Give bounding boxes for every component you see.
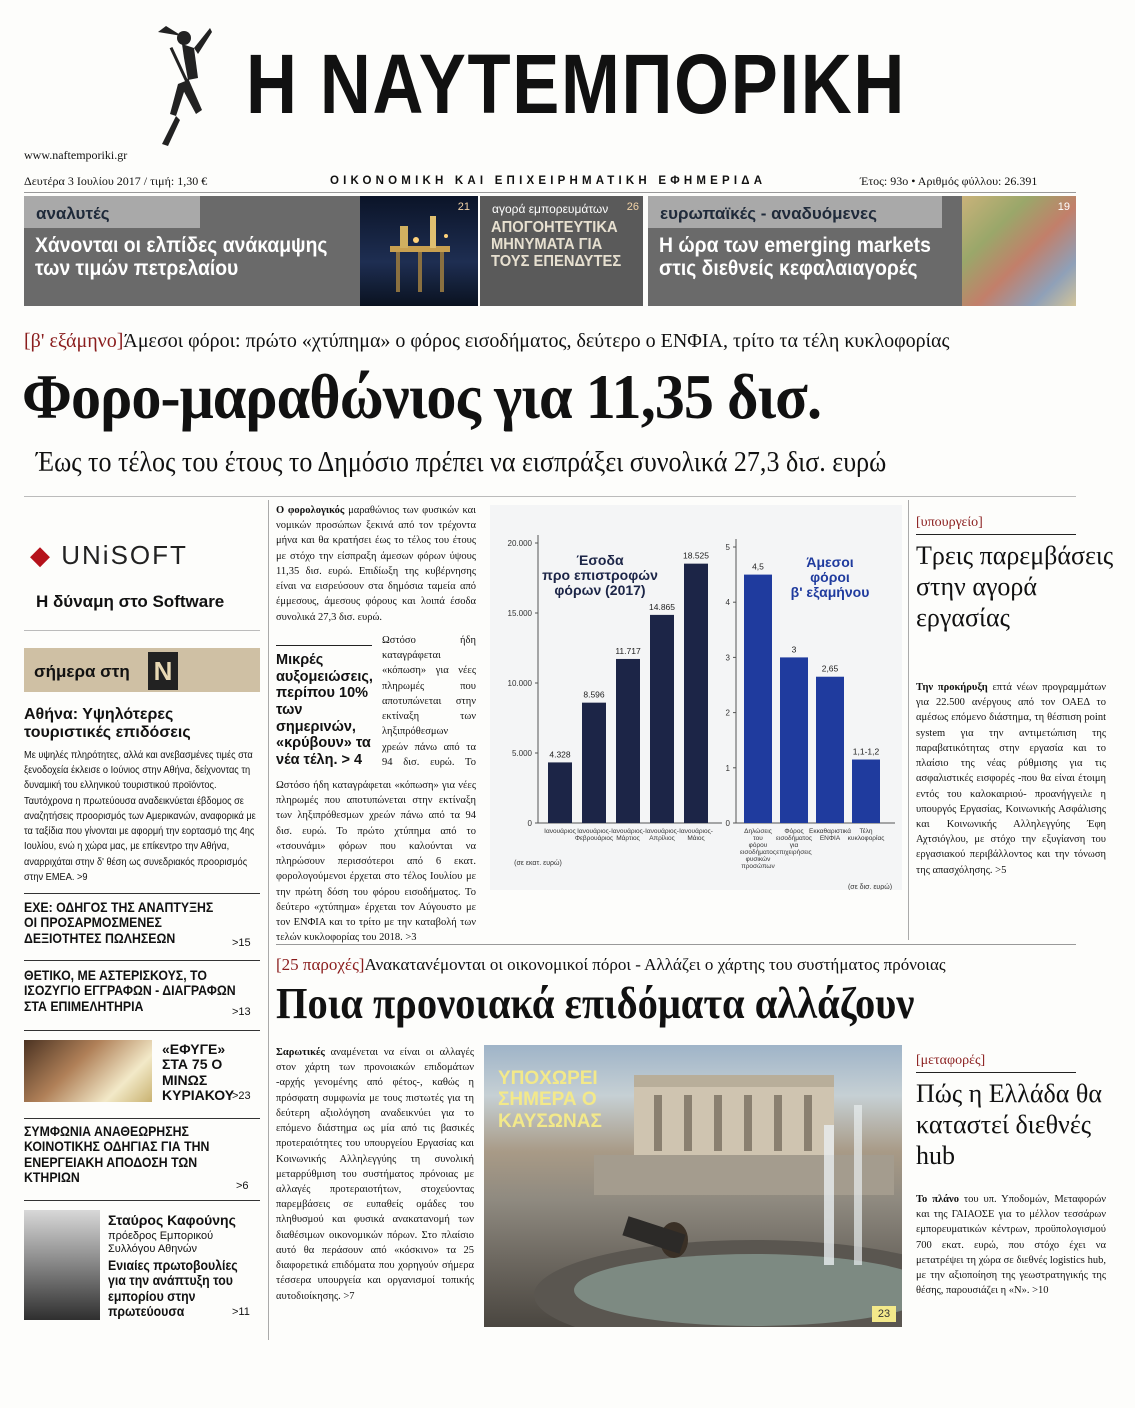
transport-body-text: του υπ. Υποδομών, Μεταφορών και της ΓΑΙΑΟΣΕ για το μέλλον τεσσάρων εμπορευματικών κέντρων, προϋπολογισμού 700 εκατ. ευρώ, που στόχο έχει να μετατρέψει τη χώρα σε διεθνές logistics hub, με την αξιοποίηση της γεωστρατηγικής της θέσης, παρουσιάζει η «Ν». >10 <box>916 1194 1107 1297</box>
bar-value-label: 2,65 <box>821 663 839 674</box>
unisoft-tagline: Η δύναμη στο Software <box>36 592 225 611</box>
ministry-body <box>916 680 1106 878</box>
category-label-line: εισοδήματος <box>740 849 776 856</box>
bar <box>650 615 674 823</box>
category-label-line: Ιανουάριος- <box>577 828 611 835</box>
y-tick-label: 3 <box>725 653 730 663</box>
category-label-line: Μάρτιος <box>616 835 640 842</box>
lead-headline[interactable]: Φορο-μαραθώνιος για 11,35 δισ. <box>22 361 822 432</box>
person-role: πρόεδρος Εμπορικού Συλλόγου Αθηνών <box>108 1230 214 1256</box>
bar-value-label: 14.865 <box>649 601 675 612</box>
minos-kyriakou-photo <box>24 1040 152 1102</box>
welfare-headline[interactable]: Ποια προνοιακά επιδόματα αλλάζουν <box>276 979 915 1028</box>
category-label-line: Μάιος <box>687 835 705 842</box>
category-label-line: φυσικών <box>745 856 771 863</box>
chart-title-line: Άμεσοι <box>806 554 854 570</box>
teaser-oil[interactable] <box>24 196 360 306</box>
welfare-kicker <box>276 955 946 975</box>
y-tick-label: 1 <box>725 763 730 773</box>
category-label <box>645 827 679 842</box>
divider <box>24 1118 260 1119</box>
y-tick-label: 5.000 <box>511 749 532 758</box>
date-price: Δευτέρα 3 Ιουλίου 2017 / τιμή: 1,30 € <box>24 174 208 188</box>
ministry-title[interactable]: Τρεις παρεμβάσεις στην αγορά εργασίας <box>916 541 1114 633</box>
bar <box>852 760 880 823</box>
transport-body <box>916 1192 1106 1299</box>
bar-value-label: 1,1-1,2 <box>852 746 880 757</box>
page-ref: >11 <box>232 1306 250 1318</box>
category-label <box>544 827 576 835</box>
welfare-tag: [25 παροχές] <box>276 955 365 974</box>
welfare-body-text: αναμένεται να είναι οι αλλαγές στον χάρτη των προνοιακών επιδομάτων -αρχής γενομένης από φέτος-, καθώς η πρόσφατη συμφωνία με τους πιστωτές για τη δεύτερη αξιολόγηση αναδεικνύει για το επόμενο διάστημα ως μία από τις βασικές προτεραιότητες του υπουργείου Εργασίας και Κοινωνικής Αλληλεγγύης τη συνολική μεταρρύθμιση του συστήματος πρόνοιας με αλλαγές προτεραιοτήτων, στοχεύοντας παρεμβάσεις σε ευπαθείς ομάδες του πληθυσμού και φυσικά ανακατανομή των διαθέσιμων οικονομικών πόρων. Στο πλαίσιο αυτό θα περάσουν από «κόσκινο» τα 25 διαφορετικά επιδόματα που χορηγούν σήμερα τέσσερα υπουργεία και οργανισμοί τοπικής αυτοδιοίκησης. >7 <box>276 1047 475 1302</box>
category-label-line: Τέλη <box>859 828 873 835</box>
page-ref: >15 <box>232 937 251 949</box>
lead-deck: Έως το τέλος του έτους το Δημόσιο πρέπει να εισπράξει συνολικά 27,3 δισ. ευρώ <box>36 447 887 478</box>
transport-tag: [μεταφορές] <box>916 1053 986 1068</box>
page-ref: >13 <box>232 1006 251 1018</box>
divider <box>916 534 1076 535</box>
pullquote-rule <box>276 645 372 646</box>
category-label-line: Ιανουάριος- <box>611 828 645 835</box>
chart-title-line: φόρων (2017) <box>554 582 646 598</box>
unit-note: (σε εκατ. ευρώ) <box>514 860 562 867</box>
teaser-kicker: ευρωπαϊκές - αναδυόμενες <box>648 196 942 228</box>
teaser-page-number: 21 <box>457 201 470 213</box>
y-tick-label: 10.000 <box>507 679 532 688</box>
bar-value-label: 8.596 <box>583 689 605 700</box>
site-url[interactable]: www.naftemporiki.gr <box>24 148 128 162</box>
teaser-page-number: 26 <box>626 201 639 213</box>
lead-kicker-text: Άμεσοι φόροι: πρώτο «χτύπημα» ο φόρος εισοδήματος, δεύτερο ο ΕΝΦΙΑ, τρίτο τα τέλη κυκλοφορίας <box>123 330 950 352</box>
hermes-logo-icon <box>148 18 218 158</box>
welfare-body <box>276 1045 474 1304</box>
bar <box>616 659 640 823</box>
ministry-lead: Την προκήρυξη <box>916 682 988 693</box>
teaser-commodities[interactable] <box>480 196 643 306</box>
lead-body-text: μαραθώνιος των φυσικών και νομικών προσώπων ξεκινά από τον τρέχοντα μήνα και θα κρατήσει έως το τέλος του έτους με στόχο την είσπραξη άμεσων φόρων ύψους 11,35 δισ. ευρώ. Επιδίωξη της κυβέρνησης είναι να εισρεύσουν στα δημόσια ταμεία από έμμεσους, άμεσους φόρους και λοιπά έσοδα συνολικά 27,3 δισ. ευρώ. <box>276 505 476 623</box>
category-label-line: Φεβρουάριος <box>574 835 614 842</box>
teaser-kicker: αγορά εμπορευμάτων <box>492 202 609 216</box>
tax-revenue-charts <box>490 505 902 890</box>
column-rule <box>908 500 909 940</box>
unisoft-logo[interactable] <box>30 540 188 571</box>
chart-title-line: Έσοδα <box>576 552 624 568</box>
category-label-line: Ιανουάριος <box>544 828 576 835</box>
transport-title[interactable]: Πώς η Ελλάδα θα καταστεί διεθνές hub <box>916 1079 1102 1171</box>
category-label-line: εισοδήματος <box>776 835 812 842</box>
athens-tourism-body: Με υψηλές πληρότητες, αλλά και ανεβασμένες τιμές στα ξενοδοχεία έκλεισε ο Ιούνιος στην Αθήνα, δείχνοντας τη δυναμική του ελληνικού τουριστικού προϊόντος. Ταυτόχρονα η πρωτεύουσα αναδεικνύεται έβδομος σε αναζητήσεις προορισμός των Αμερικανών, αναφορικά με τα ταξίδια που γίνονται με αφορμή την εορτασμό της 4ης Ιουλίου, ενώ η χώρα μας, με επίκεντρο την Αθήνα, αναρριχάται στην δ' θέση ως συνεδριακός προορισμός στην ΕΜΕΑ. >9 <box>24 749 256 883</box>
lead-body-2: Ωστόσο ήδη καταγράφεται «κόπωση» για νέες πληρωμές που αποτυπώνεται στην εκτίναξη των ληξιπρόθεσμων χρεών πάνω από τα 94 δισ. ευρώ. Το πρώτο χτύπημα από το «τσουνάμι» φόρων που καλούνται να πληρώσουν περισσότεροι από 6 εκατ. φορολογούμενοι έρχεται στο τέλος Ιουλίου με την πρώτη δόση του φόρου εισοδήματος. Το δεύτερο «χτύπημα» έρχεται τον Αύγουστο με τον ΕΝΦΙΑ και το τρίτο με την καταβολή των τελών κυκλοφορίας του 2018. >3 <box>276 780 476 944</box>
photo-page-badge: 23 <box>872 1306 896 1322</box>
teaser-kicker: αναλυτές <box>24 196 200 228</box>
category-label <box>740 827 776 870</box>
bar <box>582 703 606 823</box>
masthead-divider <box>24 192 1076 193</box>
welfare-kicker-text: Ανακατανέμονται οι οικονομικοί πόροι - Αλλάζει ο χάρτης του συστήματος πρόνοιας <box>364 955 946 974</box>
bar <box>744 575 772 823</box>
y-tick-label: 15.000 <box>507 609 532 618</box>
category-label-line: επιχειρήσεις <box>776 849 812 856</box>
oil-rig-image <box>360 196 478 306</box>
teaser-emerging[interactable] <box>648 196 962 306</box>
ministry-body-text: επτά νέων προγραμμάτων για 22.500 ανέργους από τον ΟΑΕΔ το αμέσως επόμενο διάστημα, τη θέσπιση point system για την αντιμετώπιση της παραβατικότητας στην εργασία και το πλαίσιο της νέας ρύθμισης για τις ασφαλιστικές εισφορές -που θα είναι έτοιμη εντός του καλοκαιριού- προανήγγειλε η υπουργός Εργασίας, Κοινωνικής Ασφάλισης και Κοινωνικής Αλληλεγγύης Έφη Αχτσιόγλου, με στόχο την εξυγίανση του εργασιακού περιβάλλοντος και την τόνωση της απασχόλησης. >5 <box>916 682 1107 876</box>
lead-body-1 <box>276 503 476 625</box>
deck-divider <box>24 496 1076 497</box>
bar <box>816 677 844 823</box>
category-label <box>575 827 613 842</box>
unit-note: (σε δισ. ευρώ) <box>847 884 893 890</box>
stavros-kafounis-photo <box>24 1210 100 1320</box>
bar-value-label: 18.525 <box>683 550 709 561</box>
y-tick-label: 4 <box>725 598 730 608</box>
ministry-tag: [υπουργείο] <box>916 515 983 530</box>
left-item-energy[interactable]: ΣΥΜΦΩΝΙΑ ΑΝΑΘΕΩΡΗΣΗΣ ΚΟΙΝΟΤΙΚΗΣ ΟΔΗΓΙΑΣ ΓΙΑ ΤΗΝ ΕΝΕΡΓΕΙΑΚΗ ΑΠΟΔΟΣΗ ΤΩΝ ΚΤΗΡΙΩΝ <box>24 1123 210 1186</box>
y-tick-label: 0 <box>725 819 730 828</box>
category-label-line: προσώπων <box>741 863 775 870</box>
divider <box>24 1200 260 1201</box>
left-item-obituary[interactable]: «ΕΦΥΓΕ» ΣΤΑ 75 Ο ΜΙΝΩΣ ΚΥΡΙΑΚΟΥ <box>162 1041 235 1104</box>
divider <box>24 893 260 894</box>
category-label-line: κυκλοφορίας <box>847 835 885 842</box>
left-item-sales[interactable]: ΕΧΕ: ΟΔΗΓΟΣ ΤΗΣ ΑΝΑΠΤΥΞΗΣ ΟΙ ΠΡΟΣΑΡΜΟΣΜΕΝΕΣ ΔΕΞΙΟΤΗΤΕΣ ΠΩΛΗΣΕΩΝ <box>24 899 214 946</box>
category-label-line: για <box>789 842 799 849</box>
lead-body-lead: Ο φορολογικός <box>276 505 345 516</box>
n-logo-icon: N <box>148 652 178 690</box>
page-ref: >6 <box>236 1180 249 1192</box>
person-name: Σταύρος Καφούνης <box>108 1212 236 1228</box>
category-label-line: Ιανουάριος- <box>679 828 713 835</box>
y-tick-label: 5 <box>725 543 730 552</box>
y-tick-label: 2 <box>725 708 730 718</box>
divider <box>24 630 260 631</box>
issue-number: Έτος: 93ο • Αριθμός φύλλου: 26.391 <box>860 174 1038 188</box>
category-label-line: φόρου <box>748 842 768 849</box>
category-label-line: Ιανουάριος- <box>645 828 679 835</box>
bar-value-label: 3 <box>791 644 797 655</box>
bar-value-label: 4,5 <box>752 561 764 572</box>
banknotes-image <box>962 196 1076 306</box>
transport-lead: Το πλάνο <box>916 1194 959 1205</box>
masthead-subtitle: ΟΙΚΟΝΟΜΙΚΗ ΚΑΙ ΕΠΙΧΕΙΡΗΜΑΤΙΚΗ ΕΦΗΜΕΡΙΔΑ <box>330 175 767 187</box>
person-quote[interactable]: Ενιαίες πρωτοβουλίες για την ανάπτυξη του εμπορίου στην πρωτεύουσα <box>108 1257 238 1320</box>
teaser-title: Χάνονται οι ελπίδες ανάκαμψης των τιμών πετρελαίου <box>35 234 328 281</box>
lead-body-2-narrow: Ωστόσο ήδη καταγράφεται «κόπωση» για νέες πληρωμές που αποτυπώνεται στην εκτίναξη των ληξιπρόθεσμων χρεών πάνω από τα 94 δισ. ευρώ. Το <box>382 635 476 768</box>
category-label-line: Εκκαθαριστικά <box>809 828 851 835</box>
bar <box>684 564 708 823</box>
y-tick-label: 20.000 <box>507 539 532 548</box>
today-in-n-label: σήμερα στη <box>34 662 130 681</box>
lead-tag: [β' εξάμηνο] <box>24 330 124 352</box>
lead-kicker <box>24 330 949 353</box>
category-label-line: Φόρος <box>784 828 804 835</box>
pullquote: Μικρές αυξομειώσεις, περίπου 10% των σημερινών, «κρύβουν» τα νέα τέλη. > 4 <box>276 652 373 769</box>
divider <box>24 1030 260 1031</box>
teaser-title: ΑΠΟΓΟΗΤΕΥΤΙΚΑ ΜΗΝΥΜΑΤΑ ΓΙΑ ΤΟΥΣ ΕΠΕΝΔΥΤΕΣ <box>491 219 622 270</box>
category-label-line: του <box>753 835 763 842</box>
welfare-lead: Σαρωτικές <box>276 1047 325 1058</box>
photo-caption: ΥΠΟΧΩΡΕΙ ΣΗΜΕΡΑ Ο ΚΑΥΣΩΝΑΣ <box>498 1068 602 1132</box>
bar-value-label: 11.717 <box>615 645 641 656</box>
category-label-line: Δηλώσεις <box>744 828 772 835</box>
athens-tourism-title[interactable]: Αθήνα: Υψηλότερες τουριστικές επιδόσεις <box>24 706 191 742</box>
divider <box>24 960 260 961</box>
column-rule <box>268 500 269 1340</box>
chart-title-line: προ επιστροφών <box>542 567 658 583</box>
bar-value-label: 4.328 <box>549 749 571 760</box>
divider <box>916 1072 1076 1073</box>
category-label-line: ΕΝΦΙΑ <box>819 835 841 842</box>
unisoft-mark-icon: ◆ <box>30 540 52 570</box>
teaser-page-number: 19 <box>1057 201 1070 213</box>
y-tick-label: 0 <box>527 819 532 828</box>
masthead-title: Η ΝΑΥΤΕΜΠΟΡΙΚΗ <box>246 37 907 131</box>
left-item-chambers[interactable]: ΘΕΤΙΚΟ, ΜΕ ΑΣΤΕΡΙΣΚΟΥΣ, ΤΟ ΙΣΟΖΥΓΙΟ ΕΓΓΡΑΦΩΝ - ΔΙΑΓΡΑΦΩΝ ΣΤΑ ΕΠΙΜΕΛΗΤΗΡΙΑ <box>24 967 236 1014</box>
bar <box>548 762 572 823</box>
chart-title-line: φόροι <box>810 569 850 585</box>
teaser-title: Η ώρα των emerging markets στις διεθνείς κεφαλαιαγορές <box>659 234 931 281</box>
bar <box>780 657 808 823</box>
category-label-line: Απρίλιος <box>649 835 675 842</box>
unisoft-brand: UNiSOFT <box>61 540 188 570</box>
section-divider <box>276 944 1076 945</box>
chart-title-line: β' εξαμήνου <box>790 584 870 600</box>
page-ref: >23 <box>232 1090 251 1102</box>
